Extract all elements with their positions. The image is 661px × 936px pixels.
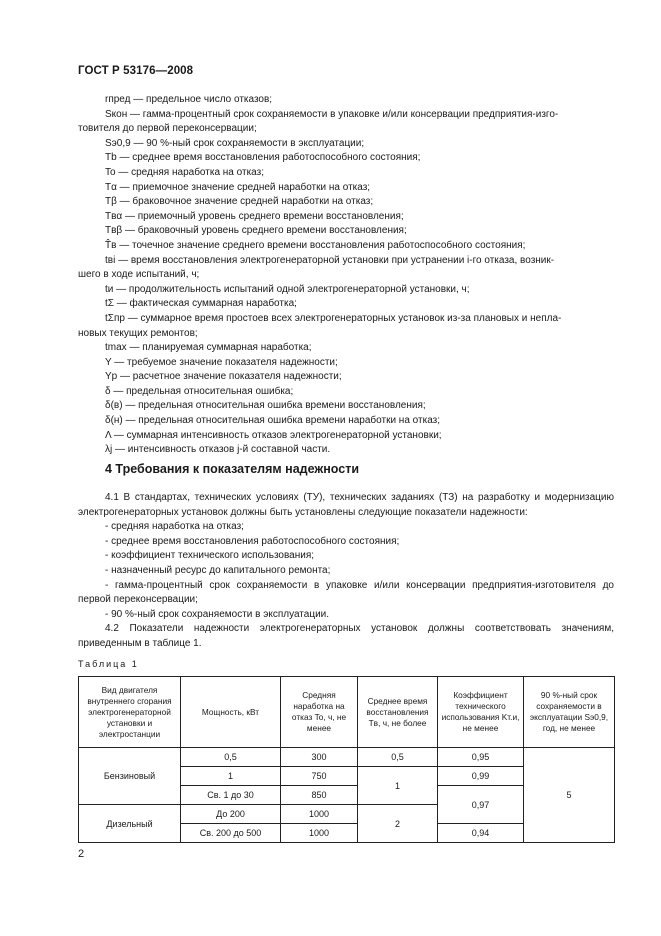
definition-item: товителя до первой переконсервации; [78, 123, 257, 135]
definition-item: tΣпр — суммарное время простоев всех электрогенераторных установок из-за плановых и непла- [105, 312, 562, 324]
definition-item: To — средняя наработка на отказ; [105, 166, 264, 178]
definition-item: шего в ходе испытаний, ч; [78, 269, 200, 281]
definition-item: tвi — время восстановления электрогенераторной установки при устранении i-го отказа, возник- [105, 254, 555, 266]
definition-item: новых текущих ремонтов; [78, 327, 198, 339]
storage-cell: 5 [524, 748, 615, 843]
definition-item: Tα — приемочное значение средней наработки на отказ; [105, 181, 371, 193]
definition-item: T̂в — точечное значение среднего времени восстановления работоспособного состояния; [105, 239, 526, 251]
paragraph-4-1: 4.1 В стандартах, технических условиях (ТУ), технических заданиях (ТЗ) на разработку и модернизацию электрогенераторных установок должны быть установлены следующие показатели надежности: [78, 492, 614, 518]
table-header-row [79, 677, 615, 748]
mtbf-cell: 1000 [281, 805, 358, 824]
mtbf-cell: 850 [281, 786, 358, 805]
definition-item: rпред — предельное число отказов; [105, 94, 273, 105]
definition-item: Sкон — гамма-процентный срок сохраняемости в упаковке и/или консервации предприятия-изго- [105, 108, 559, 120]
mtbf-cell: 1000 [281, 824, 358, 843]
section-title: 4 Требования к показателям надежности [105, 462, 360, 476]
engine-type-cell: Дизельный [79, 805, 181, 843]
power-cell: 1 [181, 767, 281, 786]
definition-item: tmax — планируемая суммарная наработка; [105, 342, 312, 354]
list-item: - гамма-процентный срок сохраняемости в упаковке и/или консервации предприятия-изготовителя до первой переконсервации; [78, 579, 614, 606]
kti-cell: 0,95 [438, 748, 524, 767]
definition-item: δ — предельная относительная ошибка; [105, 385, 294, 397]
list-item: - назначенный ресурс до капитального ремонта; [105, 564, 331, 576]
definition-item: Tβ — браковочное значение средней наработки на отказ; [105, 196, 374, 208]
engine-type-cell: Бензиновый [79, 748, 181, 805]
definition-item: tи — продолжительность испытаний одной электрогенераторной установки, ч; [105, 283, 470, 295]
definition-item: Tвβ — браковочный уровень среднего времени восстановления; [105, 225, 407, 237]
table-caption: Таблица 1 [78, 659, 139, 669]
definition-item: Λ — суммарная интенсивность отказов электрогенераторной установки; [105, 429, 442, 441]
power-cell: 0,5 [181, 748, 281, 767]
standard-header: ГОСТ Р 53176—2008 [78, 65, 194, 77]
definition-item: Yр — расчетное значение показателя надежности; [105, 371, 342, 383]
definition-item: Tb — среднее время восстановления работоспособного состояния; [105, 152, 421, 164]
restore-cell: 2 [358, 805, 438, 843]
definitions-list [78, 93, 614, 458]
page-number: 2 [78, 848, 85, 860]
power-cell: Св. 1 до 30 [181, 786, 281, 805]
paragraph-4-2: 4.2 Показатели надежности электрогенераторных установок должны соответствовать значениям, приведенным в таблице 1. [78, 623, 614, 649]
definition-item: λj — интенсивность отказов j-й составной части. [105, 444, 331, 456]
header-cell: Мощность, кВт [181, 677, 281, 748]
header-cell: 90 %-ный срок сохраняемости в эксплуатации Sэ0,9, год, не менее [524, 677, 615, 748]
header-cell: Вид двигателя внутреннего сгорания электрогенераторной установки и электростанции [79, 677, 181, 748]
power-cell: До 200 [181, 805, 281, 824]
restore-cell: 0,5 [358, 748, 438, 767]
list-item: - 90 %-ный срок сохраняемости в эксплуатации. [105, 608, 330, 620]
definition-item: Tвα — приемочный уровень среднего времени восстановления; [105, 210, 404, 222]
mtbf-cell: 300 [281, 748, 358, 767]
definition-item: Sэ0,9 — 90 %-ный срок сохраняемости в эксплуатации; [105, 137, 365, 149]
reliability-table [78, 676, 615, 843]
kti-cell: 0,94 [438, 824, 524, 843]
header-cell: Коэффициент технического использования Kт.и, не менее [438, 677, 524, 748]
list-item: - коэффициент технического использования; [105, 550, 315, 562]
list-item: - среднее время восстановления работоспособного состояния; [105, 535, 400, 547]
definition-item: δ(н) — предельная относительная ошибка времени наработки на отказ; [105, 415, 440, 427]
restore-cell: 1 [358, 767, 438, 805]
kti-cell: 0,97 [438, 786, 524, 824]
definition-item: tΣ — фактическая суммарная наработка; [105, 298, 297, 310]
table-row [79, 748, 615, 767]
power-cell: Св. 200 до 500 [181, 824, 281, 843]
definition-item: δ(в) — предельная относительная ошибка времени восстановления; [105, 400, 426, 412]
kti-cell: 0,99 [438, 767, 524, 786]
header-cell: Средняя наработка на отказ To, ч, не менее [281, 677, 358, 748]
mtbf-cell: 750 [281, 767, 358, 786]
header-cell: Среднее время восстановления Tв, ч, не более [358, 677, 438, 748]
section-body [78, 491, 614, 652]
definition-item: Y — требуемое значение показателя надежности; [105, 356, 338, 368]
list-item: - средняя наработка на отказ; [105, 521, 244, 533]
